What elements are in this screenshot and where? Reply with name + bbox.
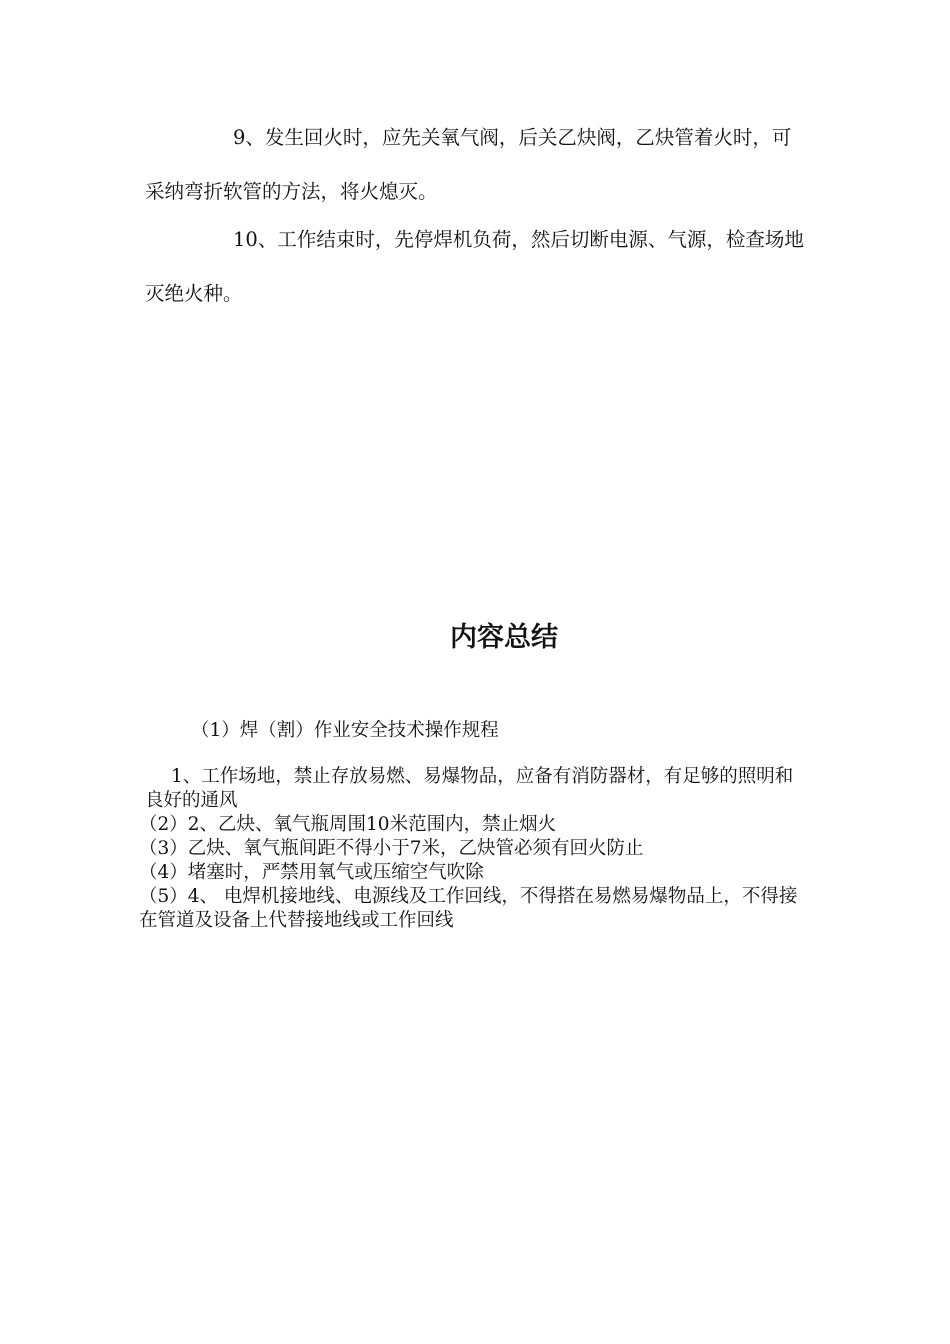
summary-line-5: （5）4、 电焊机接地线、电源线及工作回线，不得搭在易燃易爆物品上，不得接在管道及设备上代替接地线或工作回线: [139, 886, 798, 931]
summary-title: 内容总结: [450, 622, 558, 653]
summary-line-3: （3）乙炔、氧气瓶间距不得小于7米，乙炔管必须有回火防止: [139, 838, 644, 859]
body-paragraph-9: 9、发生回火时，应先关氧气阀，后关乙炔阀，乙炔管着火时，可采纳弯折软管的方法，将火熄灭。: [145, 126, 792, 203]
body-paragraph-10: 10、工作结束时，先停焊机负荷，然后切断电源、气源，检查场地灭绝火种。: [145, 228, 804, 305]
summary-list: [139, 765, 810, 933]
summary-subtitle: （1）焊（割）作业安全技术操作规程: [191, 720, 499, 741]
summary-line-2: （2）2、乙炔、氧气瓶周围10米范围内，禁止烟火: [139, 814, 557, 835]
summary-line-1: 1、工作场地，禁止存放易燃、易爆物品，应备有消防器材，有足够的照明和良好的通风: [145, 766, 794, 811]
summary-line-4: （4）堵塞时，严禁用氧气或压缩空气吹除: [139, 862, 484, 883]
